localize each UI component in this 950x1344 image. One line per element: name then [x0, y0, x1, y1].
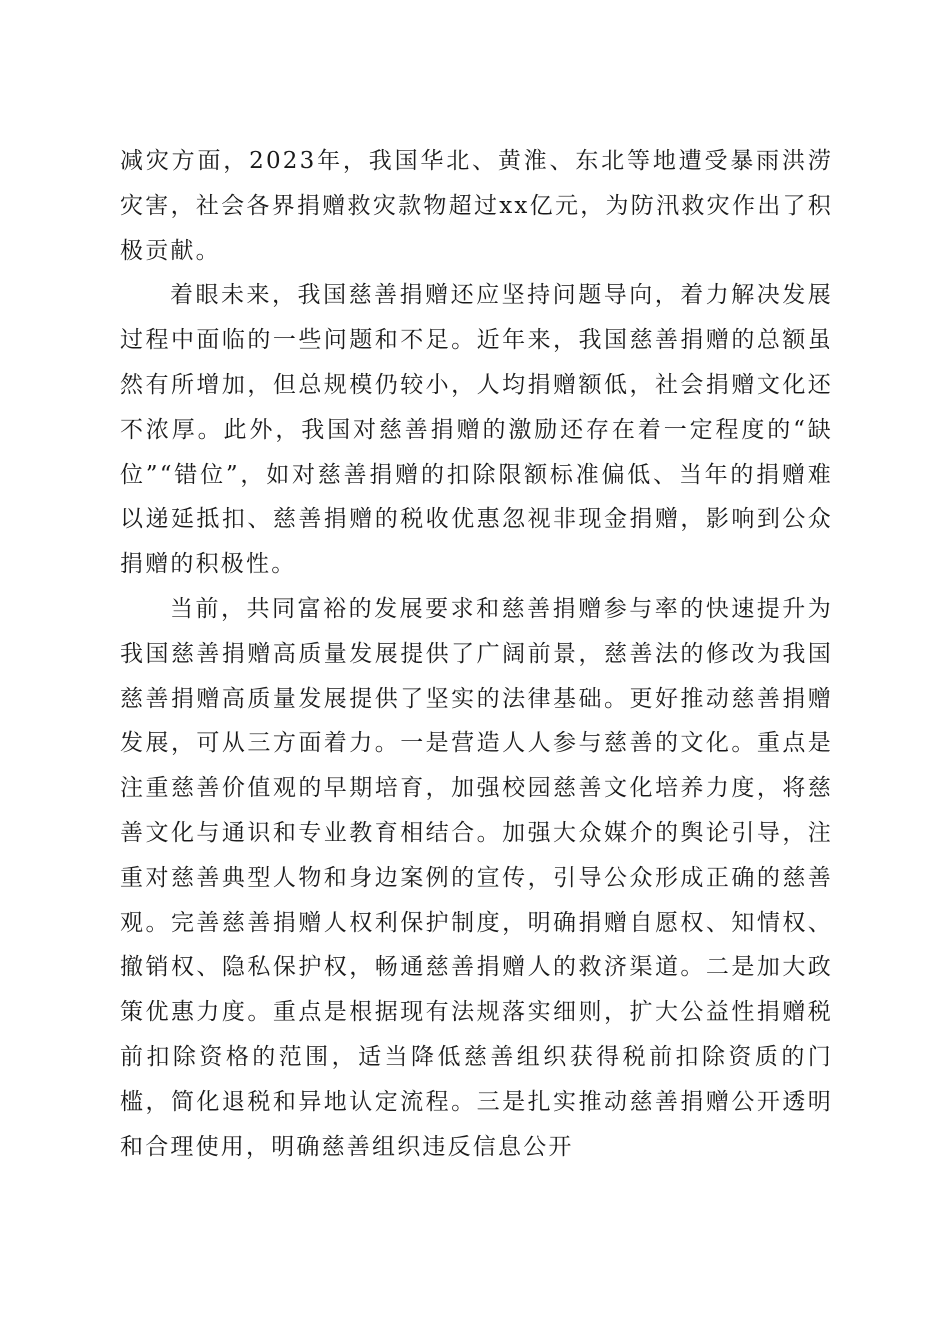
paragraph-current-measures: 当前，共同富裕的发展要求和慈善捐赠参与率的快速提升为我国慈善捐赠高质量发展提供了广阔前景，慈善法的修改为我国慈善捐赠高质量发展提供了坚实的法律基础。更好推动慈善捐赠发展，可从三方面着力。一是营造人人参与慈善的文化。重点是注重慈善价值观的早期培育，加强校园慈善文化培养力度，将慈善文化与通识和专业教育相结合。加强大众媒介的舆论引导，注重对慈善典型人物和身边案例的宣传，引导公众形成正确的慈善观。完善慈善捐赠人权利保护制度，明确捐赠自愿权、知情权、撤销权、隐私保护权，畅通慈善捐赠人的救济渠道。二是加大政策优惠力度。重点是根据现有法规落实细则，扩大公益性捐赠税前扣除资格的范围，适当降低慈善组织获得税前扣除资质的门槛，简化退税和异地认定流程。三是扎实推动慈善捐赠公开透明和合理使用，明确慈善组织违反信息公开 — [120, 595, 833, 1160]
paragraph-future-outlook: 着眼未来，我国慈善捐赠还应坚持问题导向，着力解决发展过程中面临的一些问题和不足。近年来，我国慈善捐赠的总额虽然有所增加，但总规模仍较小，人均捐赠额低，社会捐赠文化还不浓厚。此外，我国对慈善捐赠的激励还存在着一定程度的“缺位”“错位”，如对慈善捐赠的扣除限额标准偏低、当年的捐赠难以递延抵扣、慈善捐赠的税收优惠忽视非现金捐赠，影响到公众捐赠的积极性。 — [120, 282, 833, 578]
document-body — [120, 139, 833, 1169]
paragraph-continuation: 减灾方面，2023年，我国华北、黄淮、东北等地遭受暴雨洪涝灾害，社会各界捐赠救灾款物超过xx亿元，为防汛救灾作出了积极贡献。 — [120, 148, 833, 264]
